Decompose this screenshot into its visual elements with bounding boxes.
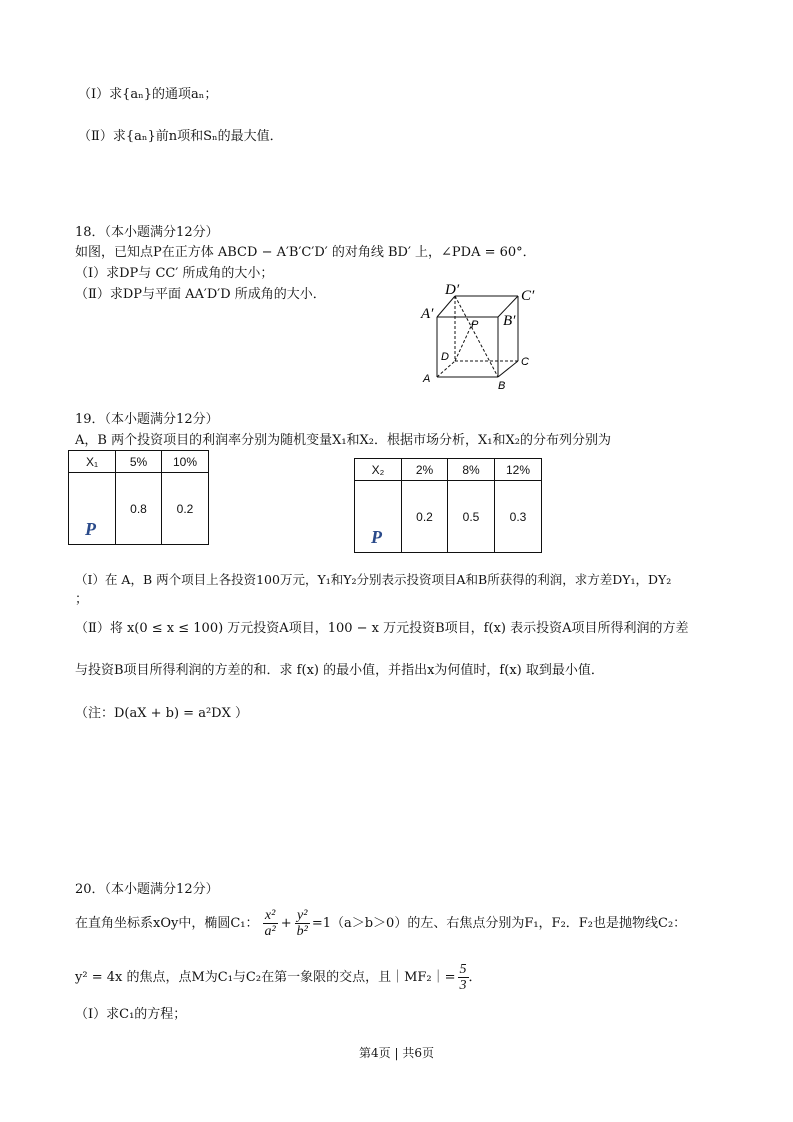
table1-head-5pct: 5% <box>116 451 162 473</box>
q20-line1-a: 在直角坐标系xOy中，椭圆C₁： <box>75 915 259 931</box>
fraction-denominator: b² <box>296 924 308 939</box>
q20-line2 <box>75 962 482 993</box>
q20-line1-b: =1（a＞b＞0）的左、右焦点分别为F₁，F₂．F₂也是抛物线C₂： <box>311 915 687 931</box>
q19-part2-line1: （Ⅱ）将 x(0 ≤ x ≤ 100) 万元投资A项目，100 − x 万元投资B项目，f(x) 表示投资A项目所得利润的方差 <box>75 621 689 636</box>
q20-line2-b: ． <box>468 969 482 985</box>
label-c: C <box>521 356 529 368</box>
distribution-table-x2 <box>354 458 542 553</box>
q19-part1-line1: （Ⅰ）在 A，B 两个项目上各投资100万元，Y₁和Y₂分别表示投资项目A和B所获得的利润，求方差DY₁，DY₂ <box>75 572 672 587</box>
cube-figure <box>415 280 555 395</box>
label-d: D <box>441 351 449 363</box>
q19-part1-line2: ； <box>75 592 89 607</box>
table2-value: 0.2 <box>402 481 448 553</box>
table2-head-2pct: 2% <box>402 459 448 481</box>
edge-a1d1 <box>437 296 455 317</box>
q17-part2: （Ⅱ）求{aₙ}前n项和Sₙ的最大值． <box>78 129 283 144</box>
q20-line1 <box>75 908 686 939</box>
q20-header: 20．（本小题满分12分） <box>75 882 219 897</box>
label-a1: A′ <box>421 306 434 322</box>
table1-value: 0.2 <box>162 473 209 545</box>
q19-stem: A，B 两个投资项目的利润率分别为随机变量X₁和X₂．根据市场分析，X₁和X₂的分布列分别为 <box>75 433 611 448</box>
fraction-numerator: y² <box>295 908 310 924</box>
q19-note: （注：D(aX + b) = a²DX ） <box>75 706 248 721</box>
edge-bc <box>498 361 518 377</box>
fraction-numerator: x² <box>263 908 278 924</box>
q19-part2-line2: 与投资B项目所得利润的方差的和．求 f(x) 的最小值，并指出x为何值时，f(x) 取到最小值． <box>75 663 604 678</box>
label-d1: D′ <box>445 282 460 298</box>
distribution-table-x1 <box>68 450 209 545</box>
q19-header: 19．（本小题满分12分） <box>75 412 219 427</box>
fraction-y2-b2 <box>295 908 310 939</box>
table2-head-8pct: 8% <box>448 459 495 481</box>
table1-head-label: X₁ <box>69 451 116 473</box>
q18-stem: 如图，已知点P在正方体 ABCD − A′B′C′D′ 的对角线 BD′ 上，∠PDA = 60°． <box>75 245 536 260</box>
table2-p-label: P <box>355 481 402 553</box>
q18-part2: （Ⅱ）求DP与平面 AA′D′D 所成角的大小． <box>75 287 326 302</box>
fraction-x2-a2 <box>263 908 278 939</box>
fraction-5-3 <box>458 962 469 993</box>
label-p: P <box>471 319 479 331</box>
label-b1: B′ <box>503 313 516 329</box>
q20-line2-a: y² = 4x 的焦点，点M为C₁与C₂在第一象限的交点，且｜MF₂｜= <box>75 969 456 985</box>
q18-part1: （Ⅰ）求DP与 CC′ 所成角的大小； <box>75 266 274 281</box>
diagonal-bd1 <box>455 296 498 377</box>
table2-value: 0.5 <box>448 481 495 553</box>
label-b: B <box>498 380 506 392</box>
table1-head-10pct: 10% <box>162 451 209 473</box>
fraction-numerator: 5 <box>459 962 467 977</box>
table2-head-12pct: 12% <box>495 459 542 481</box>
table2-head-label: X₂ <box>355 459 402 481</box>
q17-part1: （Ⅰ）求{aₙ}的通项aₙ； <box>78 87 218 102</box>
q20-part1: （Ⅰ）求C₁的方程； <box>75 1007 187 1022</box>
edge-ad-hidden <box>437 361 455 377</box>
fraction-denominator: 3 <box>459 978 467 993</box>
plus-sign: + <box>280 915 292 931</box>
label-a: A <box>423 373 431 385</box>
label-c1: C′ <box>521 288 535 304</box>
fraction-denominator: a² <box>264 924 276 939</box>
table1-p-label: P <box>69 473 116 545</box>
table1-value: 0.8 <box>116 473 162 545</box>
table2-value: 0.3 <box>495 481 542 553</box>
q18-header: 18．（本小题满分12分） <box>75 225 219 240</box>
page-footer: 第4页 | 共6页 <box>359 1046 434 1060</box>
